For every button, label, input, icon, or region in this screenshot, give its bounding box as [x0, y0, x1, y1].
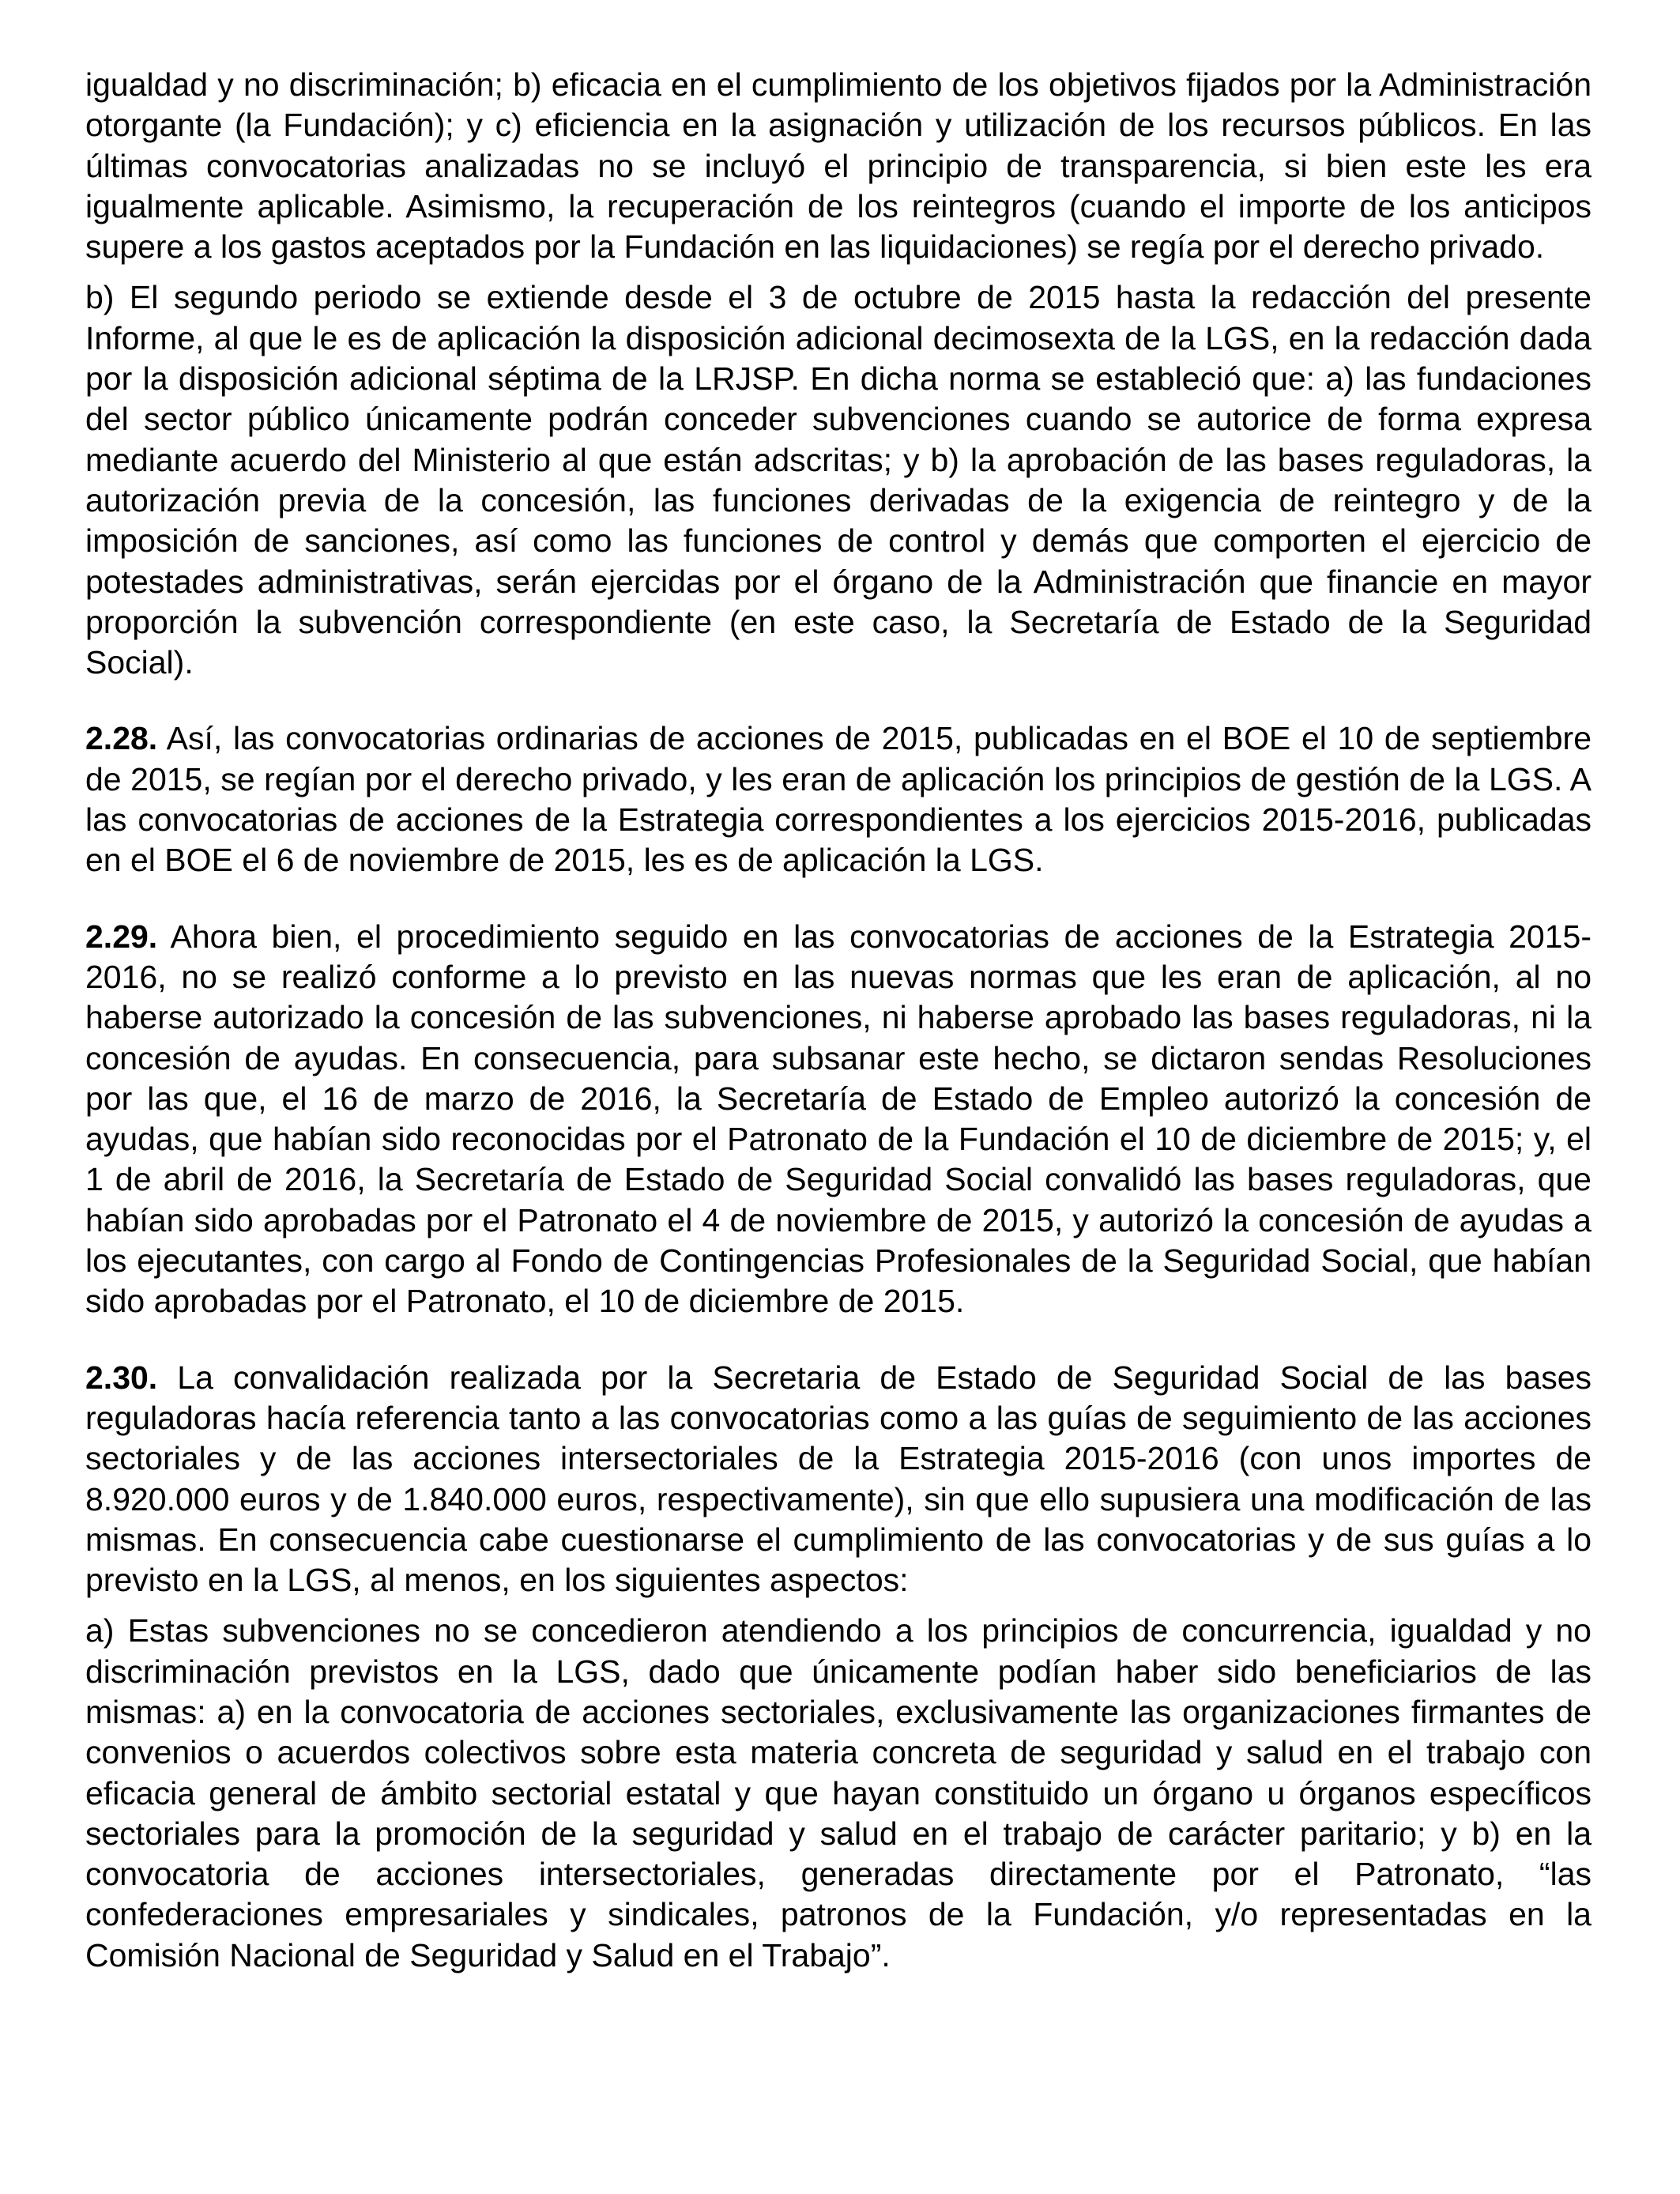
paragraph-2-29: [85, 917, 1591, 1322]
paragraph-text: La convalidación realizada por la Secretaria de Estado de Seguridad Social de las bases reguladoras hacía referencia tanto a las convocatorias como a las guías de seguimiento de las acciones sectoriales y de las acciones intersectoriales de la Estrategia 2015-2016 (con unos importes de 8.920.000 euros y de 1.840.000 euros, respectivamente), sin que ello supusiera una modificación de las mismas. En consecuencia cabe cuestionarse el cumplimiento de las convocatorias y de sus guías a lo previsto en la LGS, al menos, en los siguientes aspectos:: [85, 1359, 1591, 1599]
paragraph-text: Así, las convocatorias ordinarias de acciones de 2015, publicadas en el BOE el 10 de septiembre de 2015, se regían por el derecho privado, y les eran de aplicación los principios de gestión de la LGS. A las convocatorias de acciones de la Estrategia correspondientes a los ejercicios 2015-2016, publicadas en el BOE el 6 de noviembre de 2015, les es de aplicación la LGS.: [85, 720, 1591, 879]
paragraph-number: 2.30.: [85, 1359, 158, 1396]
paragraph-text: a) Estas subvenciones no se concedieron atendiendo a los principios de concurrencia, igualdad y no discriminación previstos en la LGS, dado que únicamente podían haber sido beneficiarios de las mismas: a) en la convocatoria de acciones sectoriales, exclusivamente las organizaciones firmantes de convenios o acuerdos colectivos sobre esta materia concreta de seguridad y salud en el trabajo con eficacia general de ámbito sectorial estatal y que hayan constituido un órgano u órganos específicos sectoriales para la promoción de la seguridad y salud en el trabajo de carácter paritario; y b) en la convocatoria de acciones intersectoriales, generadas directamente por el Patronato, “las confederaciones empresariales y sindicales, patronos de la Fundación, y/o representadas en la Comisión Nacional de Seguridad y Salud en el Trabajo”.: [85, 1612, 1591, 1973]
paragraph-2-30: [85, 1358, 1591, 1601]
paragraph-item-b: [85, 277, 1591, 683]
paragraph-item-a: [85, 1611, 1591, 1976]
paragraph-number: 2.29.: [85, 918, 158, 955]
document-page: [85, 65, 1591, 1976]
paragraph-continuation: [85, 65, 1591, 267]
paragraph-text: b) El segundo periodo se extiende desde el 3 de octubre de 2015 hasta la redacción del presente Informe, al que le es de aplicación la disposición adicional decimosexta de la LGS, en la redacción dada por la disposición adicional séptima de la LRJSP. En dicha norma se estableció que: a) las fundaciones del sector público únicamente podrán conceder subvenciones cuando se autorice de forma expresa mediante acuerdo del Ministerio al que están adscritas; y b) la aprobación de las bases reguladoras, la autorización previa de la concesión, las funciones derivadas de la exigencia de reintegro y de la imposición de sanciones, así como las funciones de control y demás que comporten el ejercicio de potestades administrativas, serán ejercidas por el órgano de la Administración que financie en mayor proporción la subvención correspondiente (en este caso, la Secretaría de Estado de la Seguridad Social).: [85, 279, 1591, 681]
paragraph-2-28: [85, 718, 1591, 880]
paragraph-text: igualdad y no discriminación; b) eficacia en el cumplimiento de los objetivos fijados por la Administración otorgante (la Fundación); y c) eficiencia en la asignación y utilización de los recursos públicos. En las últimas convocatorias analizadas no se incluyó el principio de transparencia, si bien este les era igualmente aplicable. Asimismo, la recuperación de los reintegros (cuando el importe de los anticipos supere a los gastos aceptados por la Fundación en las liquidaciones) se regía por el derecho privado.: [85, 66, 1591, 266]
paragraph-text: Ahora bien, el procedimiento seguido en las convocatorias de acciones de la Estrategia 2015-2016, no se realizó conforme a lo previsto en las nuevas normas que les eran de aplicación, al no haberse autorizado la concesión de las subvenciones, ni haberse aprobado las bases reguladoras, ni la concesión de ayudas. En consecuencia, para subsanar este hecho, se dictaron sendas Resoluciones por las que, el 16 de marzo de 2016, la Secretaría de Estado de Empleo autorizó la concesión de ayudas, que habían sido reconocidas por el Patronato de la Fundación el 10 de diciembre de 2015; y, el 1 de abril de 2016, la Secretaría de Estado de Seguridad Social convalidó las bases reguladoras, que habían sido aprobadas por el Patronato el 4 de noviembre de 2015, y autorizó la concesión de ayudas a los ejecutantes, con cargo al Fondo de Contingencias Profesionales de la Seguridad Social, que habían sido aprobadas por el Patronato, el 10 de diciembre de 2015.: [85, 918, 1591, 1320]
paragraph-number: 2.28.: [85, 720, 158, 757]
